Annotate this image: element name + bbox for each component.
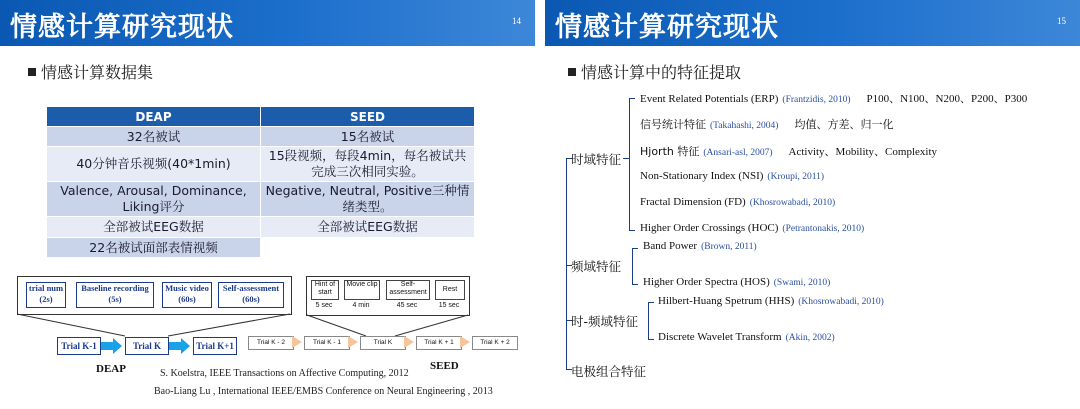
reference-lu: Bao-Liang Lu , International IEEE/EMBS Conference on Neural Engineering , 2013 bbox=[154, 386, 493, 397]
feature-item: Hilbert-Huang Spetrum (HHS) (Khosrowabadi, 2010) bbox=[658, 295, 884, 307]
table-cell: 15段视频，每段4min，每名被试共完成三次相同实验。 bbox=[261, 147, 475, 182]
orange-arrow-icon bbox=[348, 336, 358, 348]
seed-step-hint: Hint of start bbox=[311, 280, 339, 300]
bracket-tick bbox=[629, 98, 635, 99]
subheading bbox=[568, 60, 741, 83]
table-cell: 32名被试 bbox=[47, 127, 261, 147]
time-domain-bracket bbox=[629, 98, 630, 230]
seed-trial: Trial K bbox=[360, 336, 406, 350]
feature-item: Band Power (Brown, 2011) bbox=[643, 240, 757, 252]
bullet-square-icon bbox=[568, 68, 576, 76]
category-time-frequency: 时-频域特征 bbox=[571, 314, 639, 329]
feature-item: Hjorth 特征 (Ansari-asl, 2007) Activity、Mobility、Complexity bbox=[640, 145, 937, 158]
slide-title: 情感计算研究现状 bbox=[555, 12, 779, 43]
bracket-tick bbox=[648, 302, 654, 303]
category-electrode-combination: 电极组合特征 bbox=[571, 364, 647, 379]
slide-feature-extraction bbox=[545, 0, 1080, 409]
table-cell: 全部被试EEG数据 bbox=[261, 217, 475, 238]
bracket-tick bbox=[629, 230, 635, 231]
bracket-tick bbox=[623, 158, 629, 159]
feature-item: Non-Stationary Index (NSI) (Kroupi, 2011) bbox=[640, 170, 825, 182]
table-cell: 15名被试 bbox=[261, 127, 475, 147]
deap-trial: Trial K-1 bbox=[57, 337, 101, 355]
root-bracket bbox=[566, 158, 567, 370]
seed-step-self-assessment: Self-assessment bbox=[386, 280, 430, 300]
category-frequency-domain: 频域特征 bbox=[571, 259, 622, 274]
feature-item: 信号统计特征 (Takahashi, 2004) 均值、方差、归一化 bbox=[640, 118, 894, 131]
table-header-seed: SEED bbox=[261, 107, 475, 127]
feature-item: Higher Order Crossings (HOC) (Petrantonakis, 2010) bbox=[640, 222, 865, 234]
seed-duration: 15 sec bbox=[438, 302, 460, 309]
time-frequency-bracket bbox=[648, 302, 649, 339]
category-time-domain: 时域特征 bbox=[571, 152, 622, 167]
seed-step-movie: Movie clip bbox=[344, 280, 380, 300]
deap-trial: Trial K bbox=[125, 337, 169, 355]
page-number: 15 bbox=[1057, 16, 1066, 26]
feature-item: Discrete Wavelet Transform (Akin, 2002) bbox=[658, 331, 835, 343]
deap-caption: DEAP bbox=[96, 363, 126, 375]
seed-trial: Trial K + 2 bbox=[472, 336, 518, 350]
feature-item: Fractal Dimension (FD) (Khosrowabadi, 2010) bbox=[640, 196, 836, 208]
deap-step-music-video: Music video (60s) bbox=[162, 282, 212, 308]
page-number: 14 bbox=[512, 16, 521, 26]
seed-step-rest: Rest bbox=[435, 280, 465, 300]
slide-datasets bbox=[0, 0, 535, 409]
orange-arrow-icon bbox=[404, 336, 414, 348]
table-header-deap: DEAP bbox=[47, 107, 261, 127]
seed-trial: Trial K - 1 bbox=[304, 336, 350, 350]
seed-trial: Trial K - 2 bbox=[248, 336, 294, 350]
blue-arrow-icon bbox=[169, 338, 191, 354]
feature-item: Event Related Potentials (ERP) (Frantzidis, 2010) P100、N100、N200、P200、P300 bbox=[640, 93, 1028, 105]
subheading-text: 情感计算数据集 bbox=[41, 63, 154, 82]
reference-koelstra: S. Koelstra, IEEE Transactions on Affective Computing, 2012 bbox=[160, 368, 409, 379]
feature-item: Higher Order Spectra (HOS) (Swami, 2010) bbox=[643, 276, 831, 288]
seed-duration: 45 sec bbox=[396, 302, 418, 309]
deap-step-trial-num: trial num (2s) bbox=[26, 282, 66, 308]
slide-title: 情感计算研究现状 bbox=[10, 12, 234, 43]
deap-step-self-assessment: Self-assessment (60s) bbox=[218, 282, 284, 308]
subheading-text: 情感计算中的特征提取 bbox=[581, 63, 742, 82]
table-cell: 22名被试面部表情视频 bbox=[47, 238, 261, 258]
table-cell: Valence, Arousal, Dominance, Liking评分 bbox=[47, 182, 261, 217]
table-cell: 全部被试EEG数据 bbox=[47, 217, 261, 238]
deap-trial: Trial K+1 bbox=[193, 337, 237, 355]
seed-trial: Trial K + 1 bbox=[416, 336, 462, 350]
seed-duration: 5 sec bbox=[315, 302, 333, 309]
table-cell: 40分钟音乐视频(40*1min) bbox=[47, 147, 261, 182]
table-cell: Negative, Neutral, Positive三种情绪类型。 bbox=[261, 182, 475, 217]
title-bar bbox=[545, 0, 1080, 46]
deap-step-baseline: Baseline recording (5s) bbox=[76, 282, 154, 308]
orange-arrow-icon bbox=[460, 336, 470, 348]
seed-caption: SEED bbox=[430, 360, 459, 372]
blue-arrow-icon bbox=[101, 338, 123, 354]
bracket-tick bbox=[632, 248, 638, 249]
bracket-tick bbox=[648, 339, 654, 340]
bracket-tick bbox=[632, 284, 638, 285]
orange-arrow-icon bbox=[292, 336, 302, 348]
seed-duration: 4 min bbox=[352, 302, 370, 309]
frequency-bracket bbox=[632, 248, 633, 284]
